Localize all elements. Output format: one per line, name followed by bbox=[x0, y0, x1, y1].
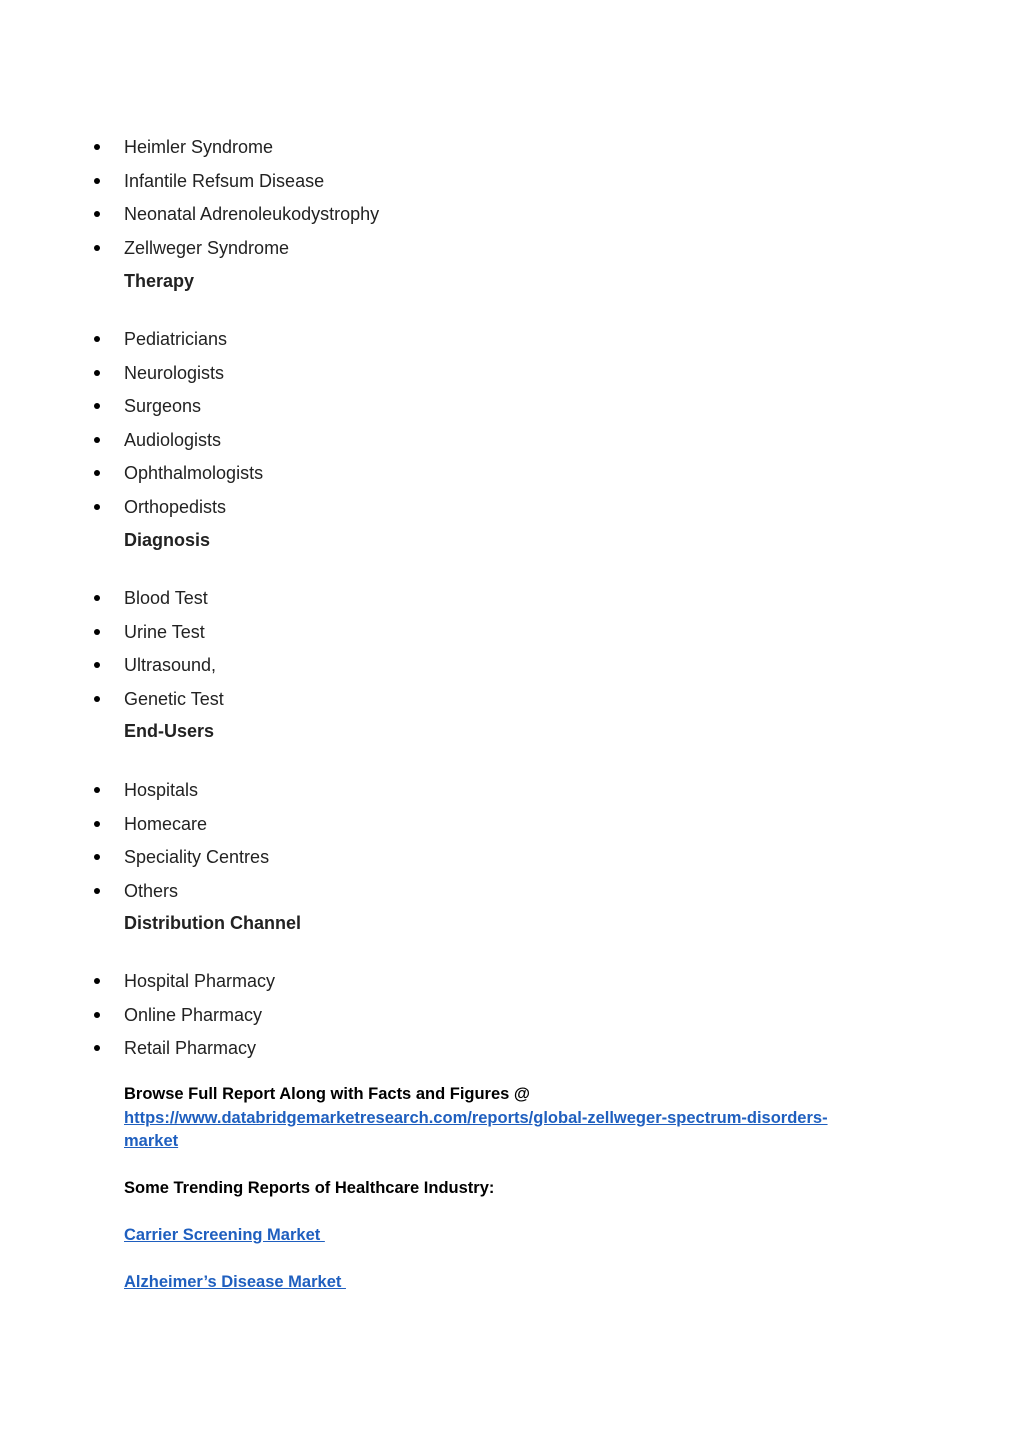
list-item bbox=[0, 430, 263, 464]
list-item-label: Speciality Centres bbox=[124, 847, 270, 867]
bullet-icon bbox=[94, 437, 100, 443]
list-item-label: Others bbox=[124, 880, 179, 901]
list-item-label: Neurologists bbox=[124, 362, 225, 383]
list-item bbox=[0, 204, 379, 238]
list-item-label: Infantile Refsum Disease bbox=[124, 170, 325, 191]
bullet-icon bbox=[94, 1012, 100, 1018]
list-item bbox=[0, 971, 275, 1005]
list-item bbox=[0, 463, 263, 497]
list-item bbox=[0, 689, 224, 723]
therapy-heading: Therapy bbox=[124, 271, 195, 291]
list-item-label: Genetic Test bbox=[124, 688, 224, 709]
list-item bbox=[0, 588, 224, 622]
list-item-label: Neonatal Adrenoleukodystrophy bbox=[124, 204, 380, 224]
therapy-list bbox=[0, 329, 263, 530]
report-url-line1[interactable]: https://www.databridgemarketresearch.com/reports/global-zellweger-spectrum-disorders- bbox=[124, 1109, 828, 1127]
list-item-label: Retail Pharmacy bbox=[124, 1038, 257, 1058]
bullet-icon bbox=[94, 854, 100, 860]
bullet-icon bbox=[94, 1045, 100, 1051]
bullet-icon bbox=[94, 595, 100, 601]
diagnosis-heading: Diagnosis bbox=[124, 530, 211, 550]
list-item bbox=[0, 396, 263, 430]
bullet-icon bbox=[94, 178, 100, 184]
bullet-icon bbox=[94, 245, 100, 251]
list-item-label: Pediatricians bbox=[124, 329, 228, 349]
bullet-icon bbox=[94, 821, 100, 827]
list-item bbox=[0, 1005, 275, 1039]
report-url-line2[interactable]: market bbox=[124, 1132, 179, 1150]
trending-link-row bbox=[124, 1224, 325, 1247]
list-item-label: Ophthalmologists bbox=[124, 463, 264, 483]
list-item bbox=[0, 1038, 275, 1072]
trending-heading: Some Trending Reports of Healthcare Industry: bbox=[124, 1179, 495, 1197]
list-item bbox=[0, 780, 269, 814]
bullet-icon bbox=[94, 629, 100, 635]
list-item bbox=[0, 497, 263, 531]
bullet-icon bbox=[94, 211, 100, 217]
list-item-label: Homecare bbox=[124, 813, 208, 834]
bullet-icon bbox=[94, 787, 100, 793]
carrier-screening-link[interactable]: Carrier Screening Market bbox=[124, 1226, 325, 1244]
list-item bbox=[0, 137, 379, 171]
list-item bbox=[0, 655, 224, 689]
bullet-icon bbox=[94, 504, 100, 510]
list-item-label: Heimler Syndrome bbox=[124, 137, 274, 157]
diagnosis-list bbox=[0, 588, 224, 722]
list-item-label: Audiologists bbox=[124, 429, 222, 450]
list-item bbox=[0, 814, 269, 848]
list-item-label: Hospitals bbox=[124, 780, 199, 800]
bullet-icon bbox=[94, 888, 100, 894]
list-item bbox=[0, 622, 224, 656]
list-item-label: Hospital Pharmacy bbox=[124, 971, 276, 991]
report-url-link[interactable] bbox=[124, 1109, 828, 1150]
bullet-icon bbox=[94, 696, 100, 702]
list-item bbox=[0, 171, 379, 205]
list-item-label: Zellweger Syndrome bbox=[124, 237, 290, 258]
bullet-icon bbox=[94, 336, 100, 342]
list-item-label: Blood Test bbox=[124, 588, 208, 608]
list-item-label: Urine Test bbox=[124, 621, 205, 642]
list-item bbox=[0, 881, 269, 915]
bullet-icon bbox=[94, 662, 100, 668]
list-item bbox=[0, 329, 263, 363]
alzheimers-link[interactable]: Alzheimer’s Disease Market bbox=[124, 1273, 346, 1291]
report-url-block bbox=[124, 1107, 884, 1153]
list-item-label: Ultrasound, bbox=[124, 655, 217, 675]
types-list bbox=[0, 137, 379, 271]
bullet-icon bbox=[94, 978, 100, 984]
distribution-list bbox=[0, 971, 275, 1072]
browse-label: Browse Full Report Along with Facts and Figures @ bbox=[124, 1085, 531, 1103]
list-item-label: Orthopedists bbox=[124, 496, 227, 517]
trending-link-row bbox=[124, 1271, 346, 1294]
list-item-label: Online Pharmacy bbox=[124, 1004, 263, 1025]
bullet-icon bbox=[94, 370, 100, 376]
list-item bbox=[0, 847, 269, 881]
end-users-heading: End-Users bbox=[124, 721, 215, 741]
bullet-icon bbox=[94, 144, 100, 150]
distribution-heading: Distribution Channel bbox=[124, 913, 301, 933]
bullet-icon bbox=[94, 403, 100, 409]
list-item-label: Surgeons bbox=[124, 396, 202, 416]
list-item bbox=[0, 238, 379, 272]
list-item bbox=[0, 363, 263, 397]
bullet-icon bbox=[94, 470, 100, 476]
end-users-list bbox=[0, 780, 269, 914]
